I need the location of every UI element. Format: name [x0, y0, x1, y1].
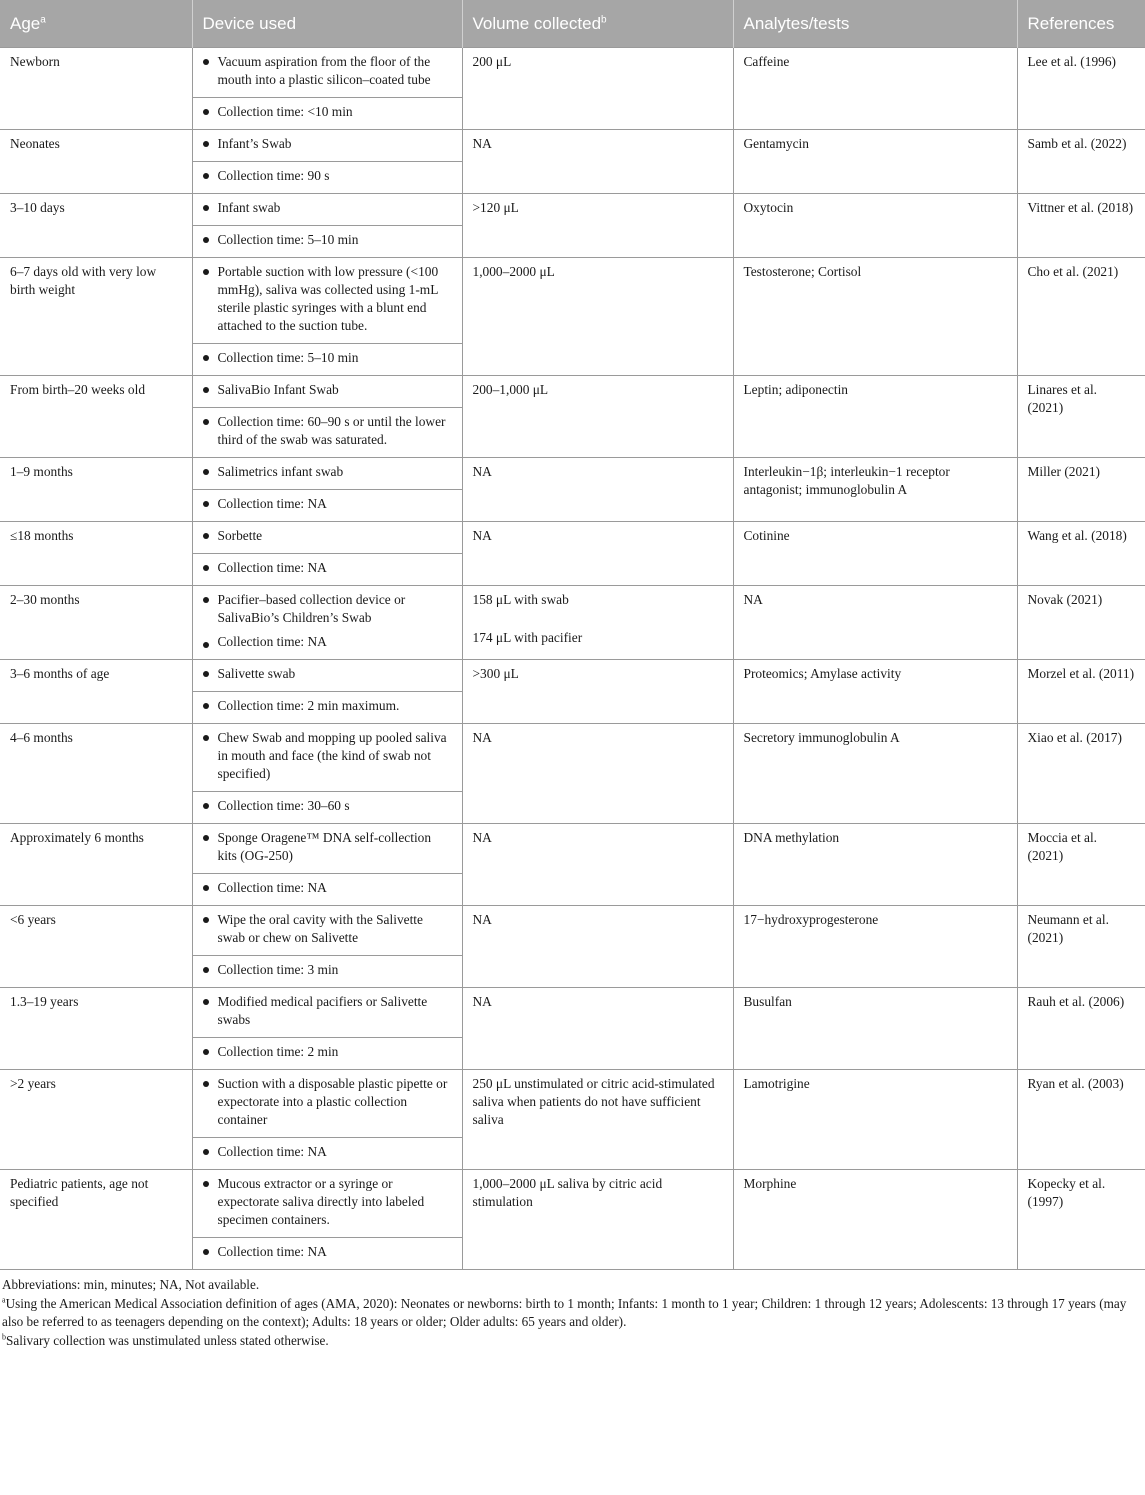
analytes-cell: DNA methylation [733, 824, 1017, 906]
analytes-cell: Interleukin−1β; interleukin−1 receptor antagonist; immunoglobulin A [733, 458, 1017, 522]
table-row [0, 586, 1145, 660]
collection-time: Collection time: 2 min [193, 1037, 462, 1069]
analytes-cell: Oxytocin [733, 194, 1017, 258]
volume-value: NA [472, 136, 492, 151]
table-footnotes [0, 1270, 1145, 1350]
volume-cell [462, 522, 733, 586]
age-cell: 3–6 months of age [0, 660, 192, 724]
table-row [0, 660, 1145, 724]
reference-cell: Samb et al. (2022) [1017, 130, 1145, 194]
volume-cell [462, 988, 733, 1070]
age-cell: 6–7 days old with very low birth weight [0, 258, 192, 376]
reference-cell: Miller (2021) [1017, 458, 1145, 522]
age-cell: Approximately 6 months [0, 824, 192, 906]
device-description: Vacuum aspiration from the floor of the mouth into a plastic silicon–coated tube [193, 48, 462, 97]
analytes-cell: 17−hydroxyprogesterone [733, 906, 1017, 988]
table-row [0, 522, 1145, 586]
device-cell [192, 988, 462, 1070]
reference-cell: Wang et al. (2018) [1017, 522, 1145, 586]
reference-cell: Novak (2021) [1017, 586, 1145, 660]
header-references: References [1017, 0, 1145, 48]
analytes-cell: Busulfan [733, 988, 1017, 1070]
header-age: Age$^a$ [0, 0, 192, 48]
table-row [0, 194, 1145, 258]
footnote-abbreviations: Abbreviations: min, minutes; NA, Not available. [2, 1277, 260, 1292]
volume-value: NA [472, 528, 492, 543]
reference-cell: Lee et al. (1996) [1017, 48, 1145, 130]
reference-cell: Kopecky et al. (1997) [1017, 1170, 1145, 1270]
device-cell [192, 824, 462, 906]
volume-value: 158 μL with swab [472, 592, 569, 607]
volume-cell [462, 586, 733, 660]
device-cell [192, 194, 462, 258]
age-cell: Pediatric patients, age not specified [0, 1170, 192, 1270]
device-description: Modified medical pacifiers or Salivette swabs [193, 988, 462, 1037]
collection-time: Collection time: 5–10 min [193, 343, 462, 375]
volume-cell [462, 824, 733, 906]
age-cell: >2 years [0, 1070, 192, 1170]
volume-cell [462, 906, 733, 988]
reference-cell: Linares et al. (2021) [1017, 376, 1145, 458]
table-row [0, 988, 1145, 1070]
device-description: Chew Swab and mopping up pooled saliva in mouth and face (the kind of swab not specified) [193, 724, 462, 791]
volume-cell [462, 1170, 733, 1270]
reference-cell: Ryan et al. (2003) [1017, 1070, 1145, 1170]
header-volume: Volume collected$^b$ [462, 0, 733, 48]
device-cell [192, 458, 462, 522]
device-description: Salimetrics infant swab [193, 458, 462, 489]
volume-value-secondary: 174 μL with pacifier [472, 630, 583, 645]
device-description: Sponge Oragene™ DNA self-collection kits (OG-250) [193, 824, 462, 873]
device-cell [192, 522, 462, 586]
device-description: SalivaBio Infant Swab [193, 376, 462, 407]
header-analytes: Analytes/tests [733, 0, 1017, 48]
collection-time: Collection time: 90 s [193, 161, 462, 193]
table-header [0, 0, 1145, 48]
table-row [0, 48, 1145, 130]
collection-time: Collection time: NA [193, 873, 462, 905]
collection-time: Collection time: NA [193, 1237, 462, 1269]
volume-value: NA [472, 994, 492, 1009]
volume-cell [462, 724, 733, 824]
collection-time: Collection time: NA [193, 489, 462, 521]
volume-value: 200 μL [472, 54, 512, 69]
collection-time: Collection time: NA [193, 553, 462, 585]
volume-value: 1,000–2000 μL saliva by citric acid stimulation [472, 1176, 663, 1209]
device-description: Salivette swab [193, 660, 462, 691]
volume-value: NA [472, 912, 492, 927]
volume-cell [462, 660, 733, 724]
reference-cell: Moccia et al. (2021) [1017, 824, 1145, 906]
device-description: Infant’s Swab [193, 130, 462, 161]
table-row [0, 906, 1145, 988]
age-cell: 4–6 months [0, 724, 192, 824]
age-cell: 2–30 months [0, 586, 192, 660]
age-cell: <6 years [0, 906, 192, 988]
table-row [0, 824, 1145, 906]
analytes-cell: Leptin; adiponectin [733, 376, 1017, 458]
volume-value: NA [472, 830, 492, 845]
analytes-cell: Cotinine [733, 522, 1017, 586]
analytes-cell: Gentamycin [733, 130, 1017, 194]
device-cell [192, 376, 462, 458]
age-cell: 1.3–19 years [0, 988, 192, 1070]
volume-cell [462, 48, 733, 130]
volume-value: 200–1,000 μL [472, 382, 549, 397]
table-row [0, 1070, 1145, 1170]
reference-cell: Xiao et al. (2017) [1017, 724, 1145, 824]
age-cell: ≤18 months [0, 522, 192, 586]
device-description: Infant swab [193, 194, 462, 225]
device-cell [192, 1170, 462, 1270]
device-description: Mucous extractor or a syringe or expectorate saliva directly into labeled specimen containers. [193, 1170, 462, 1237]
reference-cell: Neumann et al. (2021) [1017, 906, 1145, 988]
device-description: Pacifier–based collection device or SalivaBio’s Children’s Swab [193, 586, 462, 631]
volume-cell [462, 258, 733, 376]
analytes-cell: NA [733, 586, 1017, 660]
reference-cell: Morzel et al. (2011) [1017, 660, 1145, 724]
device-cell [192, 258, 462, 376]
table-row [0, 1170, 1145, 1270]
collection-time: Collection time: 60–90 s or until the lower third of the swab was saturated. [193, 407, 462, 457]
volume-cell [462, 130, 733, 194]
device-cell [192, 724, 462, 824]
device-cell [192, 660, 462, 724]
analytes-cell: Proteomics; Amylase activity [733, 660, 1017, 724]
collection-time: Collection time: NA [193, 1137, 462, 1169]
table-row [0, 724, 1145, 824]
analytes-cell: Lamotrigine [733, 1070, 1017, 1170]
header-device: Device used [192, 0, 462, 48]
analytes-cell: Caffeine [733, 48, 1017, 130]
analytes-cell: Secretory immunoglobulin A [733, 724, 1017, 824]
age-cell: Neonates [0, 130, 192, 194]
device-cell [192, 906, 462, 988]
collection-time: Collection time: 3 min [193, 955, 462, 987]
device-cell [192, 48, 462, 130]
collection-time: Collection time: <10 min [193, 97, 462, 129]
device-description: Suction with a disposable plastic pipette or expectorate into a plastic collection container [193, 1070, 462, 1137]
age-cell: From birth–20 weeks old [0, 376, 192, 458]
device-description: Sorbette [193, 522, 462, 553]
volume-value: NA [472, 730, 492, 745]
analytes-cell: Testosterone; Cortisol [733, 258, 1017, 376]
volume-value: >120 μL [472, 200, 519, 215]
reference-cell: Cho et al. (2021) [1017, 258, 1145, 376]
device-cell [192, 1070, 462, 1170]
collection-time: Collection time: 5–10 min [193, 225, 462, 257]
table-row [0, 258, 1145, 376]
table-row [0, 458, 1145, 522]
age-cell: Newborn [0, 48, 192, 130]
device-cell [192, 586, 462, 660]
footnote-b: $^b$Salivary collection was unstimulated unless stated otherwise. [2, 1332, 329, 1348]
volume-cell [462, 458, 733, 522]
reference-cell: Vittner et al. (2018) [1017, 194, 1145, 258]
footnote-a: $^a$Using the American Medical Association definition of ages (AMA, 2020): Neonates or newborns: birth to 1 month; Infants: 1 month to 1 year; Children: 1 through 12 years; Adolescents: 13 through 17 years (may also be referred to as teenagers depending on the context); Adults: 18 years or older; Older adults: 65 years and older). [2, 1295, 1127, 1329]
device-description: Wipe the oral cavity with the Salivette swab or chew on Salivette [193, 906, 462, 955]
age-cell: 1–9 months [0, 458, 192, 522]
reference-cell: Rauh et al. (2006) [1017, 988, 1145, 1070]
collection-time: Collection time: NA [193, 631, 462, 659]
volume-cell [462, 194, 733, 258]
volume-cell [462, 376, 733, 458]
table-row [0, 130, 1145, 194]
collection-time: Collection time: 30–60 s [193, 791, 462, 823]
device-description: Portable suction with low pressure (<100 mmHg), saliva was collected using 1-mL sterile plastic syringes with a blunt end attached to the suction tube. [193, 258, 462, 343]
volume-value: NA [472, 464, 492, 479]
volume-value: >300 μL [472, 666, 519, 681]
volume-value: 1,000–2000 μL [472, 264, 555, 279]
analytes-cell: Morphine [733, 1170, 1017, 1270]
collection-time: Collection time: 2 min maximum. [193, 691, 462, 723]
table-row [0, 376, 1145, 458]
table-body [0, 48, 1145, 1270]
device-cell [192, 130, 462, 194]
volume-value: 250 μL unstimulated or citric acid-stimulated saliva when patients do not have sufficient saliva [472, 1076, 715, 1127]
age-cell: 3–10 days [0, 194, 192, 258]
volume-cell [462, 1070, 733, 1170]
